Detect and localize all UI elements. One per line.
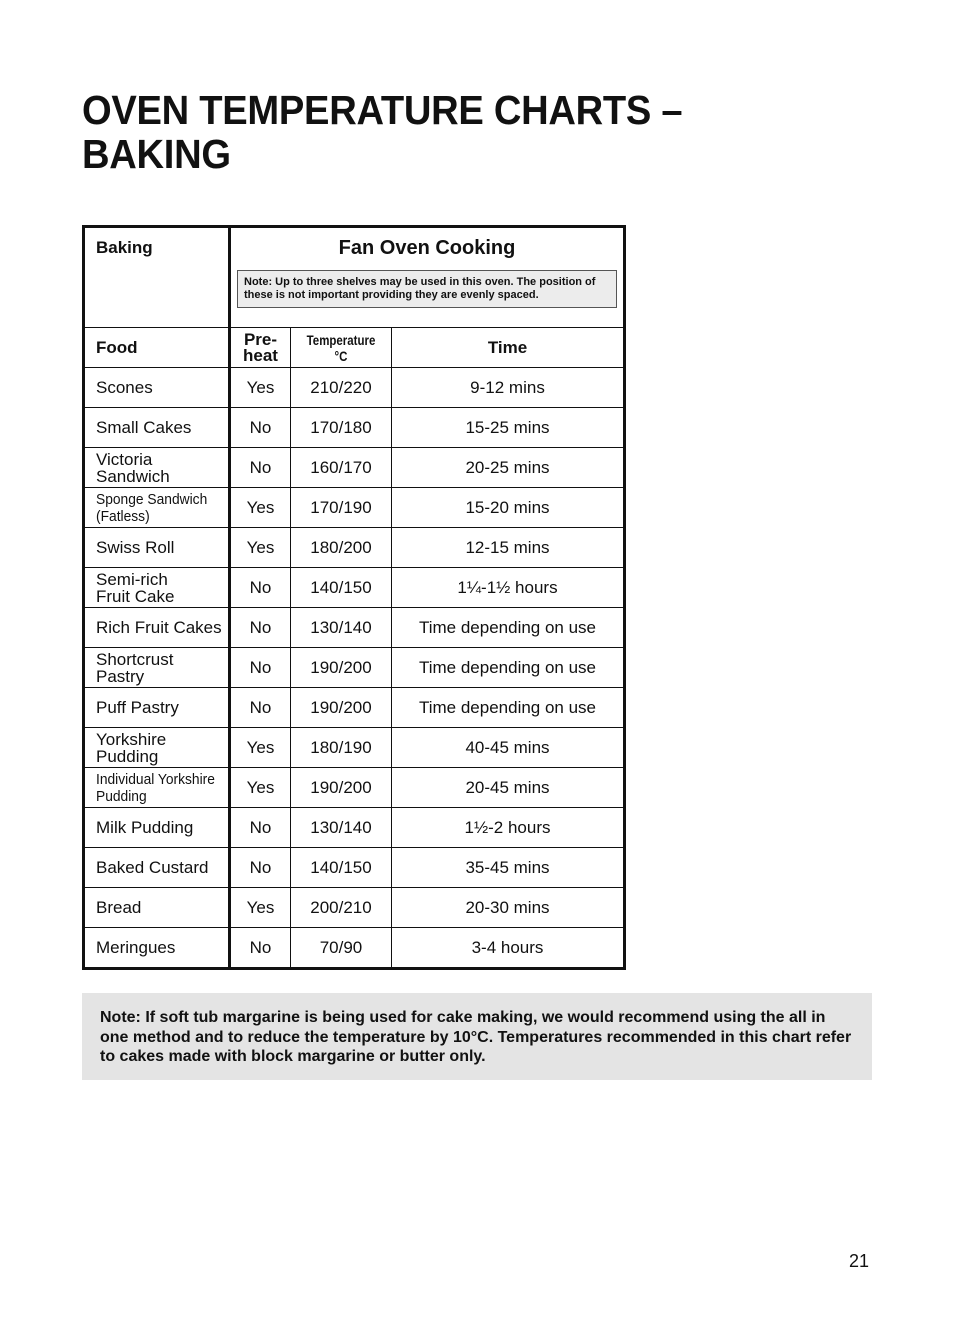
fan-oven-header: [230, 227, 625, 328]
food-cell: [84, 888, 230, 928]
food-label: Puff Pastry: [96, 698, 179, 717]
time-cell: 20-30 mins: [392, 888, 625, 928]
table-row: [84, 488, 625, 528]
food-cell: [84, 488, 230, 528]
food-cell: [84, 568, 230, 608]
food-label: Yorkshire Pudding: [96, 729, 167, 766]
food-label: Small Cakes: [96, 418, 192, 437]
food-cell: [84, 728, 230, 768]
table-row: [84, 448, 625, 488]
food-cell: [84, 928, 230, 969]
food-label: Baked Custard: [96, 858, 209, 877]
food-label: Shortcrust Pastry: [96, 649, 174, 686]
temperature-cell: 170/180: [291, 408, 392, 448]
table-row: [84, 728, 625, 768]
preheat-cell: Yes: [230, 528, 291, 568]
preheat-cell: No: [230, 408, 291, 448]
header-time: Time: [392, 328, 625, 368]
temperature-cell: 200/210: [291, 888, 392, 928]
header-food: Food: [84, 328, 230, 368]
table-row: [84, 648, 625, 688]
table-row: [84, 808, 625, 848]
page-number: 21: [849, 1251, 870, 1271]
preheat-cell: No: [230, 808, 291, 848]
food-cell: [84, 368, 230, 408]
preheat-cell: Yes: [230, 888, 291, 928]
food-cell: [84, 528, 230, 568]
time-cell: 15-25 mins: [392, 408, 625, 448]
preheat-cell: No: [230, 648, 291, 688]
table-row: [84, 888, 625, 928]
preheat-cell: Yes: [230, 728, 291, 768]
time-cell: 15-20 mins: [392, 488, 625, 528]
temperature-cell: 180/200: [291, 528, 392, 568]
header-preheat-label: Pre- heat: [243, 329, 278, 365]
time-cell: Time depending on use: [392, 648, 625, 688]
header-temperature: [291, 328, 392, 368]
table-row: [84, 368, 625, 408]
table-row: [84, 928, 625, 969]
time-cell: 12-15 mins: [392, 528, 625, 568]
table-row: [84, 408, 625, 448]
preheat-cell: No: [230, 448, 291, 488]
preheat-cell: No: [230, 848, 291, 888]
food-label: Rich Fruit Cakes: [96, 618, 222, 637]
temperature-cell: 160/170: [291, 448, 392, 488]
time-cell: 40-45 mins: [392, 728, 625, 768]
time-cell: 3-4 hours: [392, 928, 625, 969]
food-label: Individual Yorkshire Pudding: [96, 770, 215, 805]
time-cell: Time depending on use: [392, 608, 625, 648]
time-cell: 9-12 mins: [392, 368, 625, 408]
food-cell: [84, 848, 230, 888]
food-cell: [84, 688, 230, 728]
header-temperature-label: Temperature °C: [306, 331, 376, 364]
time-cell: 1¼-1½ hours: [392, 568, 625, 608]
table-row: [84, 568, 625, 608]
table-row: [84, 608, 625, 648]
temperature-cell: 70/90: [291, 928, 392, 969]
food-label: Milk Pudding: [96, 818, 194, 837]
temperature-cell: 130/140: [291, 608, 392, 648]
preheat-cell: Yes: [230, 488, 291, 528]
time-cell: Time depending on use: [392, 688, 625, 728]
shelf-note: Note: Up to three shelves may be used in this oven. The position of these is not important providing they are evenly spaced.: [237, 270, 617, 308]
preheat-cell: Yes: [230, 368, 291, 408]
food-cell: [84, 808, 230, 848]
table-corner-label: Baking: [84, 227, 230, 328]
table-row: [84, 688, 625, 728]
food-label: Bread: [96, 898, 142, 917]
preheat-cell: No: [230, 688, 291, 728]
temperature-cell: 190/200: [291, 768, 392, 808]
preheat-cell: No: [230, 928, 291, 969]
food-cell: [84, 768, 230, 808]
food-cell: [84, 608, 230, 648]
time-cell: 35-45 mins: [392, 848, 625, 888]
temperature-cell: 140/150: [291, 848, 392, 888]
header-preheat: [230, 328, 291, 368]
margarine-note: Note: If soft tub margarine is being used for cake making, we would recommend using the all in one method and to reduce the temperature by 10°C. Temperatures recommended in this chart refer to cakes made with block margarine or butter only.: [82, 993, 872, 1080]
table-row: [84, 848, 625, 888]
preheat-cell: No: [230, 608, 291, 648]
food-cell: [84, 408, 230, 448]
food-label: Semi-rich Fruit Cake: [96, 569, 175, 606]
temperature-cell: 140/150: [291, 568, 392, 608]
table-body: [84, 368, 625, 969]
food-label: Victoria Sandwich: [96, 449, 170, 486]
food-cell: [84, 448, 230, 488]
temperature-cell: 130/140: [291, 808, 392, 848]
temperature-cell: 170/190: [291, 488, 392, 528]
temperature-cell: 210/220: [291, 368, 392, 408]
food-cell: [84, 648, 230, 688]
temperature-cell: 180/190: [291, 728, 392, 768]
column-header-row: [84, 328, 625, 368]
table-row: [84, 528, 625, 568]
temperature-cell: 190/200: [291, 688, 392, 728]
temperature-cell: 190/200: [291, 648, 392, 688]
time-cell: 20-45 mins: [392, 768, 625, 808]
time-cell: 1½-2 hours: [392, 808, 625, 848]
table-row: [84, 768, 625, 808]
table-section-header: [84, 227, 625, 328]
food-label: Meringues: [96, 938, 176, 957]
time-cell: 20-25 mins: [392, 448, 625, 488]
food-label: Swiss Roll: [96, 538, 175, 557]
food-label: Scones: [96, 378, 153, 397]
baking-chart-table: [82, 225, 626, 970]
preheat-cell: No: [230, 568, 291, 608]
preheat-cell: Yes: [230, 768, 291, 808]
food-label: Sponge Sandwich (Fatless): [96, 490, 208, 525]
page-title: OVEN TEMPERATURE CHARTS – BAKING: [82, 87, 683, 177]
fan-oven-title: Fan Oven Cooking: [338, 237, 516, 259]
